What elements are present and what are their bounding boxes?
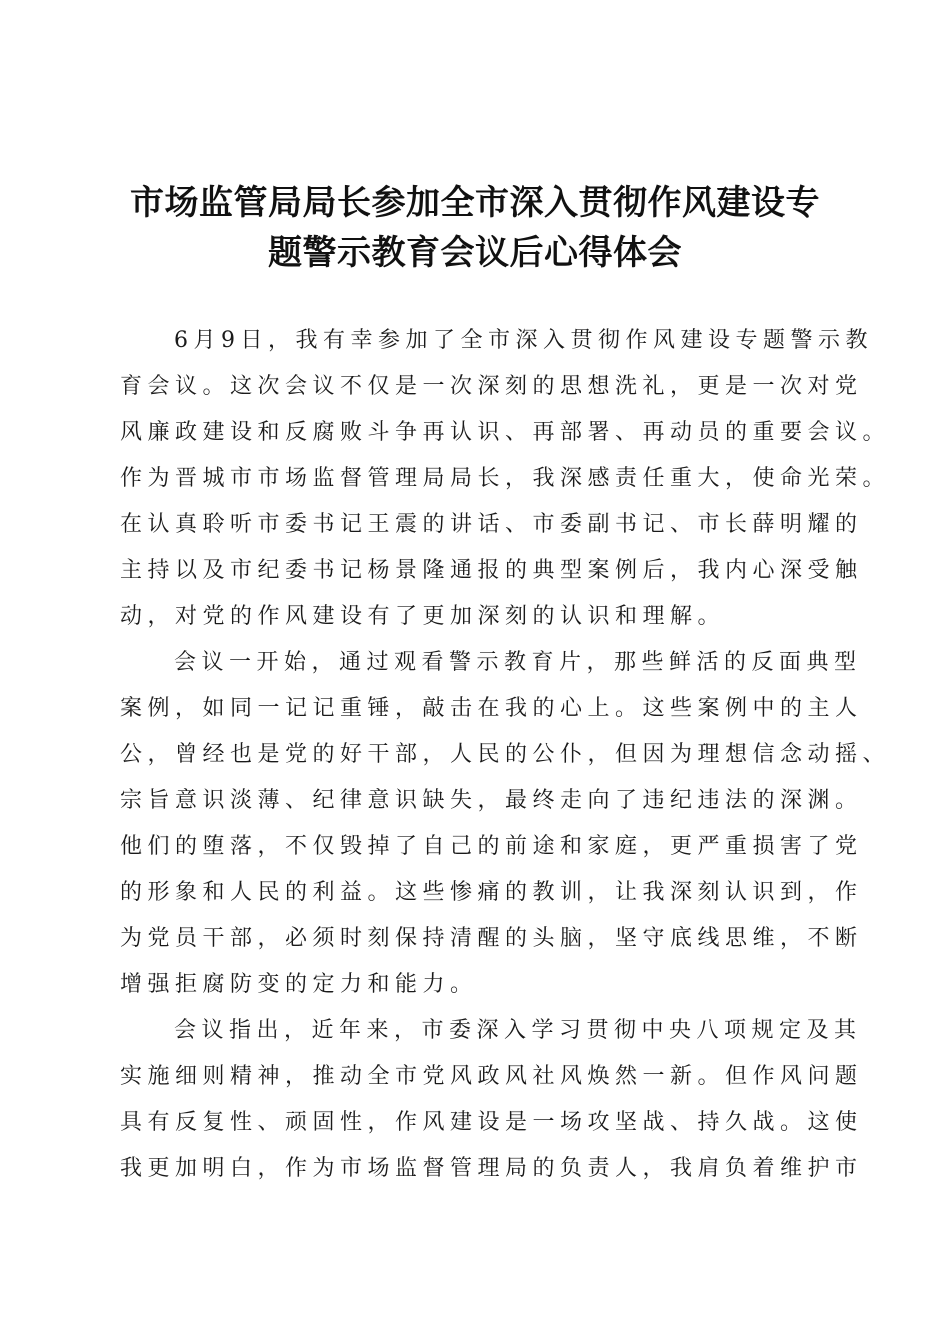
- text-line: 案例，如同一记记重锤，敲击在我的心上。这些案例中的主人: [120, 696, 863, 721]
- text-line: 公，曾经也是党的好干部，人民的公仆，但因为理想信念动摇、: [120, 742, 891, 767]
- title-line: 题警示教育会议后心得体会: [268, 233, 682, 273]
- text-line: 6月9日，我有幸参加了全市深入贯彻作风建设专题警示教: [174, 328, 873, 353]
- text-line: 风廉政建设和反腐败斗争再认识、再部署、再动员的重要会议。: [120, 420, 891, 445]
- paragraph-3: [120, 1008, 863, 1192]
- text-line: 他们的堕落，不仅毁掉了自己的前途和家庭，更严重损害了党: [120, 834, 863, 859]
- paragraph-2: [120, 640, 891, 1008]
- text-line: 实施细则精神，推动全市党风政风社风焕然一新。但作风问题: [120, 1064, 863, 1089]
- text-line: 会议指出，近年来，市委深入学习贯彻中央八项规定及其: [174, 1018, 862, 1043]
- text-line: 在认真聆听市委书记王震的讲话、市委副书记、市长薛明耀的: [120, 512, 863, 537]
- document-title: [100, 178, 850, 278]
- text-line: 作为晋城市市场监督管理局局长，我深感责任重大，使命光荣。: [120, 466, 891, 491]
- text-line: 会议一开始，通过观看警示教育片，那些鲜活的反面典型: [174, 650, 862, 675]
- paragraph-1: [120, 318, 891, 640]
- text-line: 动，对党的作风建设有了更加深刻的认识和理解。: [120, 604, 726, 629]
- text-line: 具有反复性、顽固性，作风建设是一场攻坚战、持久战。这使: [120, 1110, 863, 1135]
- text-line: 主持以及市纪委书记杨景隆通报的典型案例后，我内心深受触: [120, 558, 863, 583]
- text-line: 为党员干部，必须时刻保持清醒的头脑，坚守底线思维，不断: [120, 926, 863, 951]
- text-line: 我更加明白，作为市场监督管理局的负责人，我肩负着维护市: [120, 1156, 863, 1181]
- document-body: [120, 318, 891, 1192]
- text-line: 的形象和人民的利益。这些惨痛的教训，让我深刻认识到，作: [120, 880, 863, 905]
- text-line: 增强拒腐防变的定力和能力。: [120, 972, 478, 997]
- title-line: 市场监管局局长参加全市深入贯彻作风建设专: [130, 183, 820, 223]
- text-line: 育会议。这次会议不仅是一次深刻的思想洗礼，更是一次对党: [120, 374, 863, 399]
- text-line: 宗旨意识淡薄、纪律意识缺失，最终走向了违纪违法的深渊。: [120, 788, 863, 813]
